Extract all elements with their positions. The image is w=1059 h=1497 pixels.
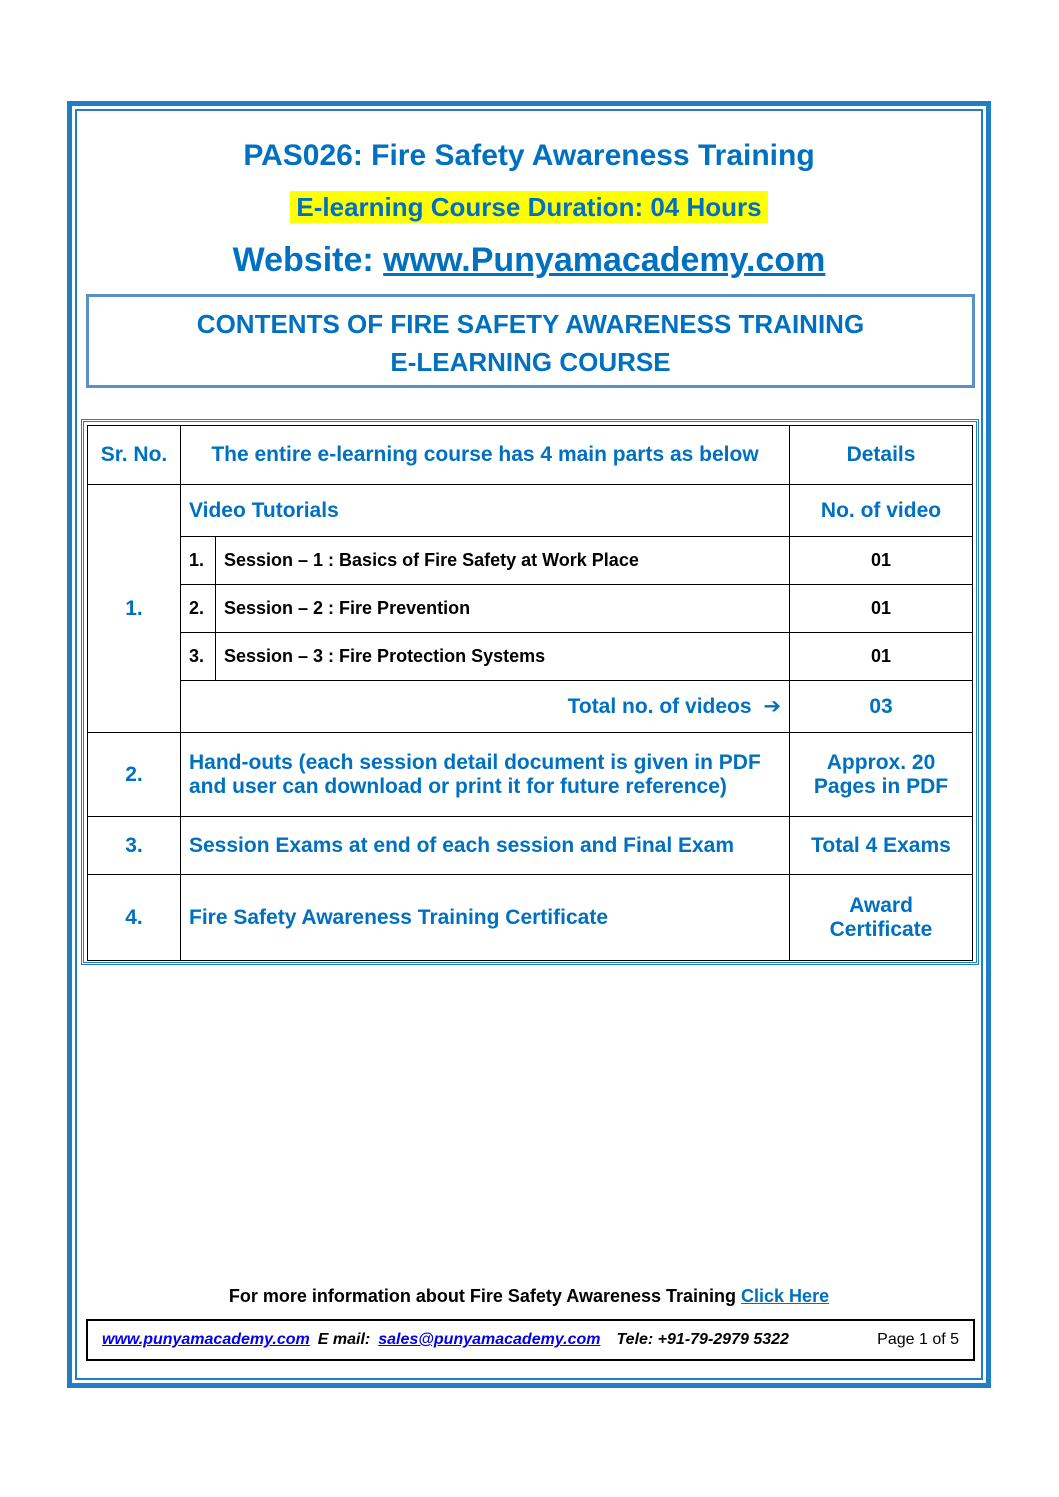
table-row [88,875,973,961]
course-table-wrapper [81,419,979,965]
contents-heading-line1: CONTENTS OF FIRE SAFETY AWARENESS TRAINING [196,309,865,339]
row1-sr: 1. [88,485,181,733]
table-row [88,817,973,875]
row4-detail [790,875,973,961]
row3-sr: 3. [88,817,181,875]
row2-detail-line1: Approx. 20 [826,750,936,774]
footer-bar [86,1319,975,1361]
inner-frame [75,109,983,1380]
row2-text-line1: Hand-outs (each session detail document is given in PDF [189,750,761,774]
session-label: Session – 2 : Fire Prevention [216,585,790,633]
row1-detail: No. of video [790,485,973,537]
duration-wrap [77,191,981,223]
page-frame [67,101,991,1388]
footer-email-label: E mail: [317,1331,371,1348]
footer-tele: Tele: +91-79-2979 5322 [616,1331,789,1348]
course-duration: E-learning Course Duration: 04 Hours [290,191,767,223]
session-row [88,585,973,633]
session-count: 01 [790,633,973,681]
total-videos-label: Total no. of videos [567,695,752,718]
session-row [88,537,973,585]
row1-title: Video Tutorials [181,485,790,537]
session-num: 1. [181,537,216,585]
row2-text-line2: and user can download or print it for future reference) [189,774,727,798]
website-line [77,241,981,280]
session-num: 2. [181,585,216,633]
session-count: 01 [790,585,973,633]
row4-detail-line2: Certificate [829,917,933,941]
session-label: Session – 3 : Fire Protection Systems [216,633,790,681]
table-row [88,485,973,537]
session-row [88,633,973,681]
header-parts: The entire e-learning course has 4 main parts as below [181,426,790,485]
row2-detail [790,733,973,817]
row3-detail: Total 4 Exams [790,817,973,875]
row3-text: Session Exams at end of each session and Final Exam [181,817,790,875]
contents-heading-line2: E-LEARNING COURSE [390,347,671,377]
contents-heading-box [86,294,975,388]
total-videos-cell [181,681,790,733]
row4-detail-line1: Award [849,893,913,917]
footer-page-number: Page 1 of 5 [877,1331,959,1348]
footer-site-link[interactable]: www.punyamacademy.com [102,1331,310,1348]
course-table [87,425,973,961]
row4-sr: 4. [88,875,181,961]
page-title: PAS026: Fire Safety Awareness Training [243,139,815,172]
row2-detail-line2: Pages in PDF [813,774,949,798]
total-videos-value: 03 [790,681,973,733]
more-info-text: For more information about Fire Safety Awareness Training [228,1286,737,1306]
header-sr-no: Sr. No. [88,426,181,485]
session-num: 3. [181,633,216,681]
session-label: Session – 1 : Basics of Fire Safety at Work Place [216,537,790,585]
arrow-right-icon: ➔ [763,695,781,718]
table-header-row [88,426,973,485]
session-count: 01 [790,537,973,585]
header-details: Details [790,426,973,485]
table-row [88,733,973,817]
website-link[interactable]: www.Punyamacademy.com [383,241,826,279]
total-row [88,681,973,733]
row2-text [181,733,790,817]
click-here-link[interactable]: Click Here [741,1286,830,1306]
row2-sr: 2. [88,733,181,817]
footer-email-link[interactable]: sales@punyamacademy.com [378,1331,601,1348]
website-label: Website: [232,241,374,279]
more-info-line [77,1286,981,1307]
row4-text: Fire Safety Awareness Training Certificate [181,875,790,961]
